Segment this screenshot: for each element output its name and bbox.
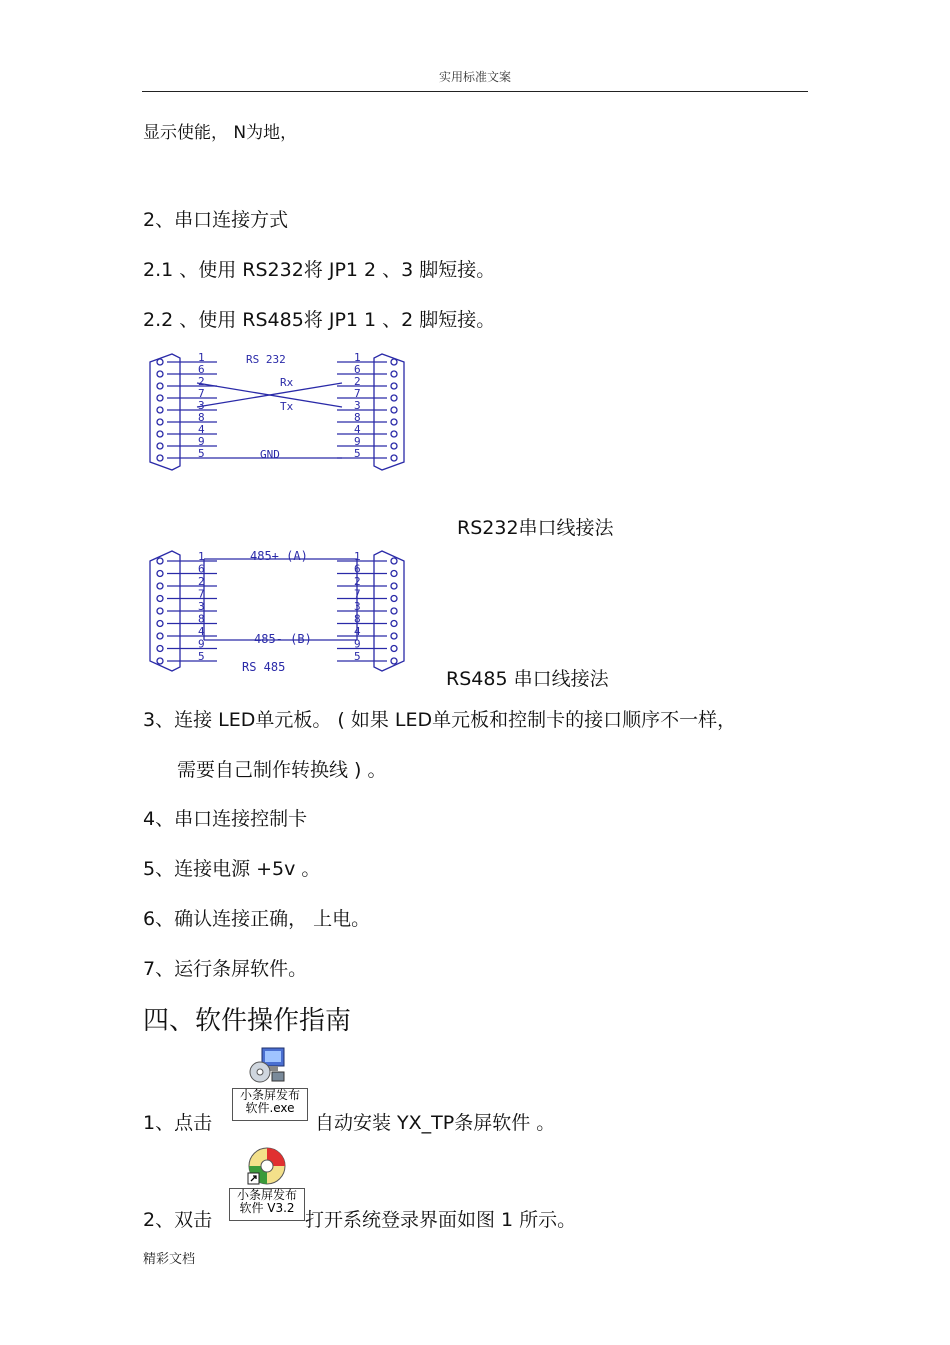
installer-computer-icon[interactable] — [248, 1045, 288, 1085]
pin-2-label: 2 — [198, 375, 205, 388]
pin-4-label: 4 — [354, 625, 361, 638]
rx-label: Rx — [280, 376, 294, 389]
pin-7-label: 7 — [354, 587, 361, 601]
pin-7-socket — [391, 596, 397, 602]
rs232-title: RS 232 — [246, 353, 286, 366]
pin-8-label: 8 — [354, 411, 361, 424]
pin-9-label: 9 — [198, 435, 205, 448]
section-4-step2-prefix: 2、双击 — [143, 1209, 213, 1231]
pin-7-socket — [157, 596, 163, 602]
section-serial-title: 2、串口连接方式 — [143, 209, 289, 231]
app-label-line1: 小条屏发布 — [236, 1188, 297, 1202]
pin-6-socket — [157, 371, 163, 377]
pin-3-label: 3 — [198, 600, 205, 613]
header-divider — [142, 91, 808, 92]
pin-3-label: 3 — [198, 399, 205, 412]
rs232-wiring-diagram — [142, 348, 412, 476]
pin-7-label: 7 — [198, 387, 205, 400]
pin-2-socket — [391, 383, 397, 389]
pin-8-socket — [157, 621, 163, 627]
section-4-step1-suffix: 自动安装 YX_TP条屏软件 。 — [315, 1112, 556, 1134]
pin-2-socket — [391, 583, 397, 589]
pin-7-label: 7 — [198, 587, 205, 601]
page-footer: 精彩文档 — [143, 1252, 196, 1267]
rs485-wiring-diagram — [142, 545, 412, 677]
pin-4-label: 4 — [198, 625, 205, 638]
rs485-title: RS 485 — [242, 660, 286, 674]
pin-7-label: 7 — [354, 387, 361, 400]
pin-7-socket — [157, 395, 163, 401]
installer-label-line2: 软件.exe — [245, 1101, 295, 1115]
pin-2-label: 2 — [198, 575, 205, 588]
rs485-caption: RS485 串口线接法 — [446, 668, 609, 690]
gnd-label: GND — [260, 448, 280, 461]
step-3-line2: 需要自己制作转换线 ) 。 — [177, 759, 387, 781]
installer-icon-label[interactable] — [232, 1088, 308, 1121]
step-4: 4、串口连接控制卡 — [143, 808, 308, 830]
step-2-1: 2.1 、使用 RS232将 JP1 2 、3 脚短接。 — [143, 259, 496, 281]
app-label-line2: 软件 V3.2 — [239, 1201, 295, 1215]
pin-9-socket — [391, 646, 397, 652]
pin-6-label: 6 — [354, 562, 361, 576]
pin-5-socket — [157, 658, 163, 664]
pin-1-label: 1 — [354, 550, 361, 563]
pin-2-socket — [157, 383, 163, 389]
pin-9-socket — [157, 443, 163, 449]
pin-1-label: 1 — [198, 550, 205, 563]
pin-3-socket — [157, 608, 163, 614]
page-header: 实用标准文案 — [438, 70, 511, 84]
pin-8-socket — [391, 621, 397, 627]
pin-7-socket — [391, 395, 397, 401]
pin-1-socket — [157, 558, 163, 564]
pin-8-label: 8 — [198, 411, 205, 424]
app-disc-icon[interactable] — [246, 1145, 288, 1187]
tx-label: Tx — [280, 400, 294, 413]
section-4-step1-prefix: 1、点击 — [143, 1112, 213, 1134]
right-db9-connector — [374, 354, 404, 470]
pin-9-socket — [157, 646, 163, 652]
pin-6-label: 6 — [198, 562, 205, 576]
installer-label-line1: 小条屏发布 — [239, 1088, 300, 1102]
pin-6-label: 6 — [354, 363, 361, 376]
pin-8-label: 8 — [354, 612, 361, 626]
pin-5-label: 5 — [354, 650, 361, 663]
step-3-line1: 3、连接 LED单元板。 ( 如果 LED单元板和控制卡的接口顺序不一样， — [143, 709, 737, 731]
pin-9-label: 9 — [354, 435, 361, 448]
app-icon-label[interactable] — [229, 1188, 305, 1221]
pin-1-label: 1 — [354, 351, 361, 364]
pin-3-label: 3 — [354, 600, 361, 613]
pin-6-socket — [391, 371, 397, 377]
pin-8-socket — [157, 419, 163, 425]
rs485-b-label: 485- (B) — [254, 632, 312, 646]
pin-2-label: 2 — [354, 375, 361, 388]
pin-1-label: 1 — [198, 351, 205, 364]
pin-9-socket — [391, 443, 397, 449]
pin-1-socket — [157, 359, 163, 365]
pin-4-socket — [391, 431, 397, 437]
step-5: 5、连接电源 +5v 。 — [143, 858, 321, 880]
section-4-title: 四、软件操作指南 — [143, 1006, 352, 1036]
step-6: 6、确认连接正确， 上电。 — [143, 908, 371, 930]
pin-5-socket — [391, 455, 397, 461]
pin-3-socket — [157, 407, 163, 413]
pin-1-socket — [391, 558, 397, 564]
left-db9-connector — [150, 354, 180, 470]
pin-4-socket — [157, 431, 163, 437]
pin-3-socket — [391, 608, 397, 614]
section-4-step2-suffix: 打开系统登录界面如图 1 所示。 — [305, 1209, 577, 1231]
step-2-2: 2.2 、使用 RS485将 JP1 1 、2 脚短接。 — [143, 309, 496, 331]
pin-5-label: 5 — [198, 447, 205, 460]
pin-1-socket — [391, 359, 397, 365]
pin-8-socket — [391, 419, 397, 425]
rs485-a-label: 485+ (A) — [250, 549, 308, 563]
text-line-display-enable: 显示使能， N为地， — [143, 123, 298, 143]
pin-4-socket — [157, 633, 163, 639]
pin-3-label: 3 — [354, 399, 361, 412]
pin-4-socket — [391, 633, 397, 639]
pin-6-socket — [391, 571, 397, 577]
pin-9-label: 9 — [198, 637, 205, 651]
pin-5-socket — [157, 455, 163, 461]
pin-2-label: 2 — [354, 575, 361, 588]
pin-5-label: 5 — [198, 650, 205, 663]
pin-2-socket — [157, 583, 163, 589]
pin-4-label: 4 — [354, 423, 361, 436]
pin-5-label: 5 — [354, 447, 361, 460]
pin-6-label: 6 — [198, 363, 205, 376]
pin-9-label: 9 — [354, 637, 361, 651]
pin-6-socket — [157, 571, 163, 577]
pin-3-socket — [391, 407, 397, 413]
rs232-caption: RS232串口线接法 — [457, 517, 614, 539]
pin-5-socket — [391, 658, 397, 664]
pin-8-label: 8 — [198, 612, 205, 626]
pin-4-label: 4 — [198, 423, 205, 436]
step-7: 7、运行条屏软件。 — [143, 958, 308, 980]
